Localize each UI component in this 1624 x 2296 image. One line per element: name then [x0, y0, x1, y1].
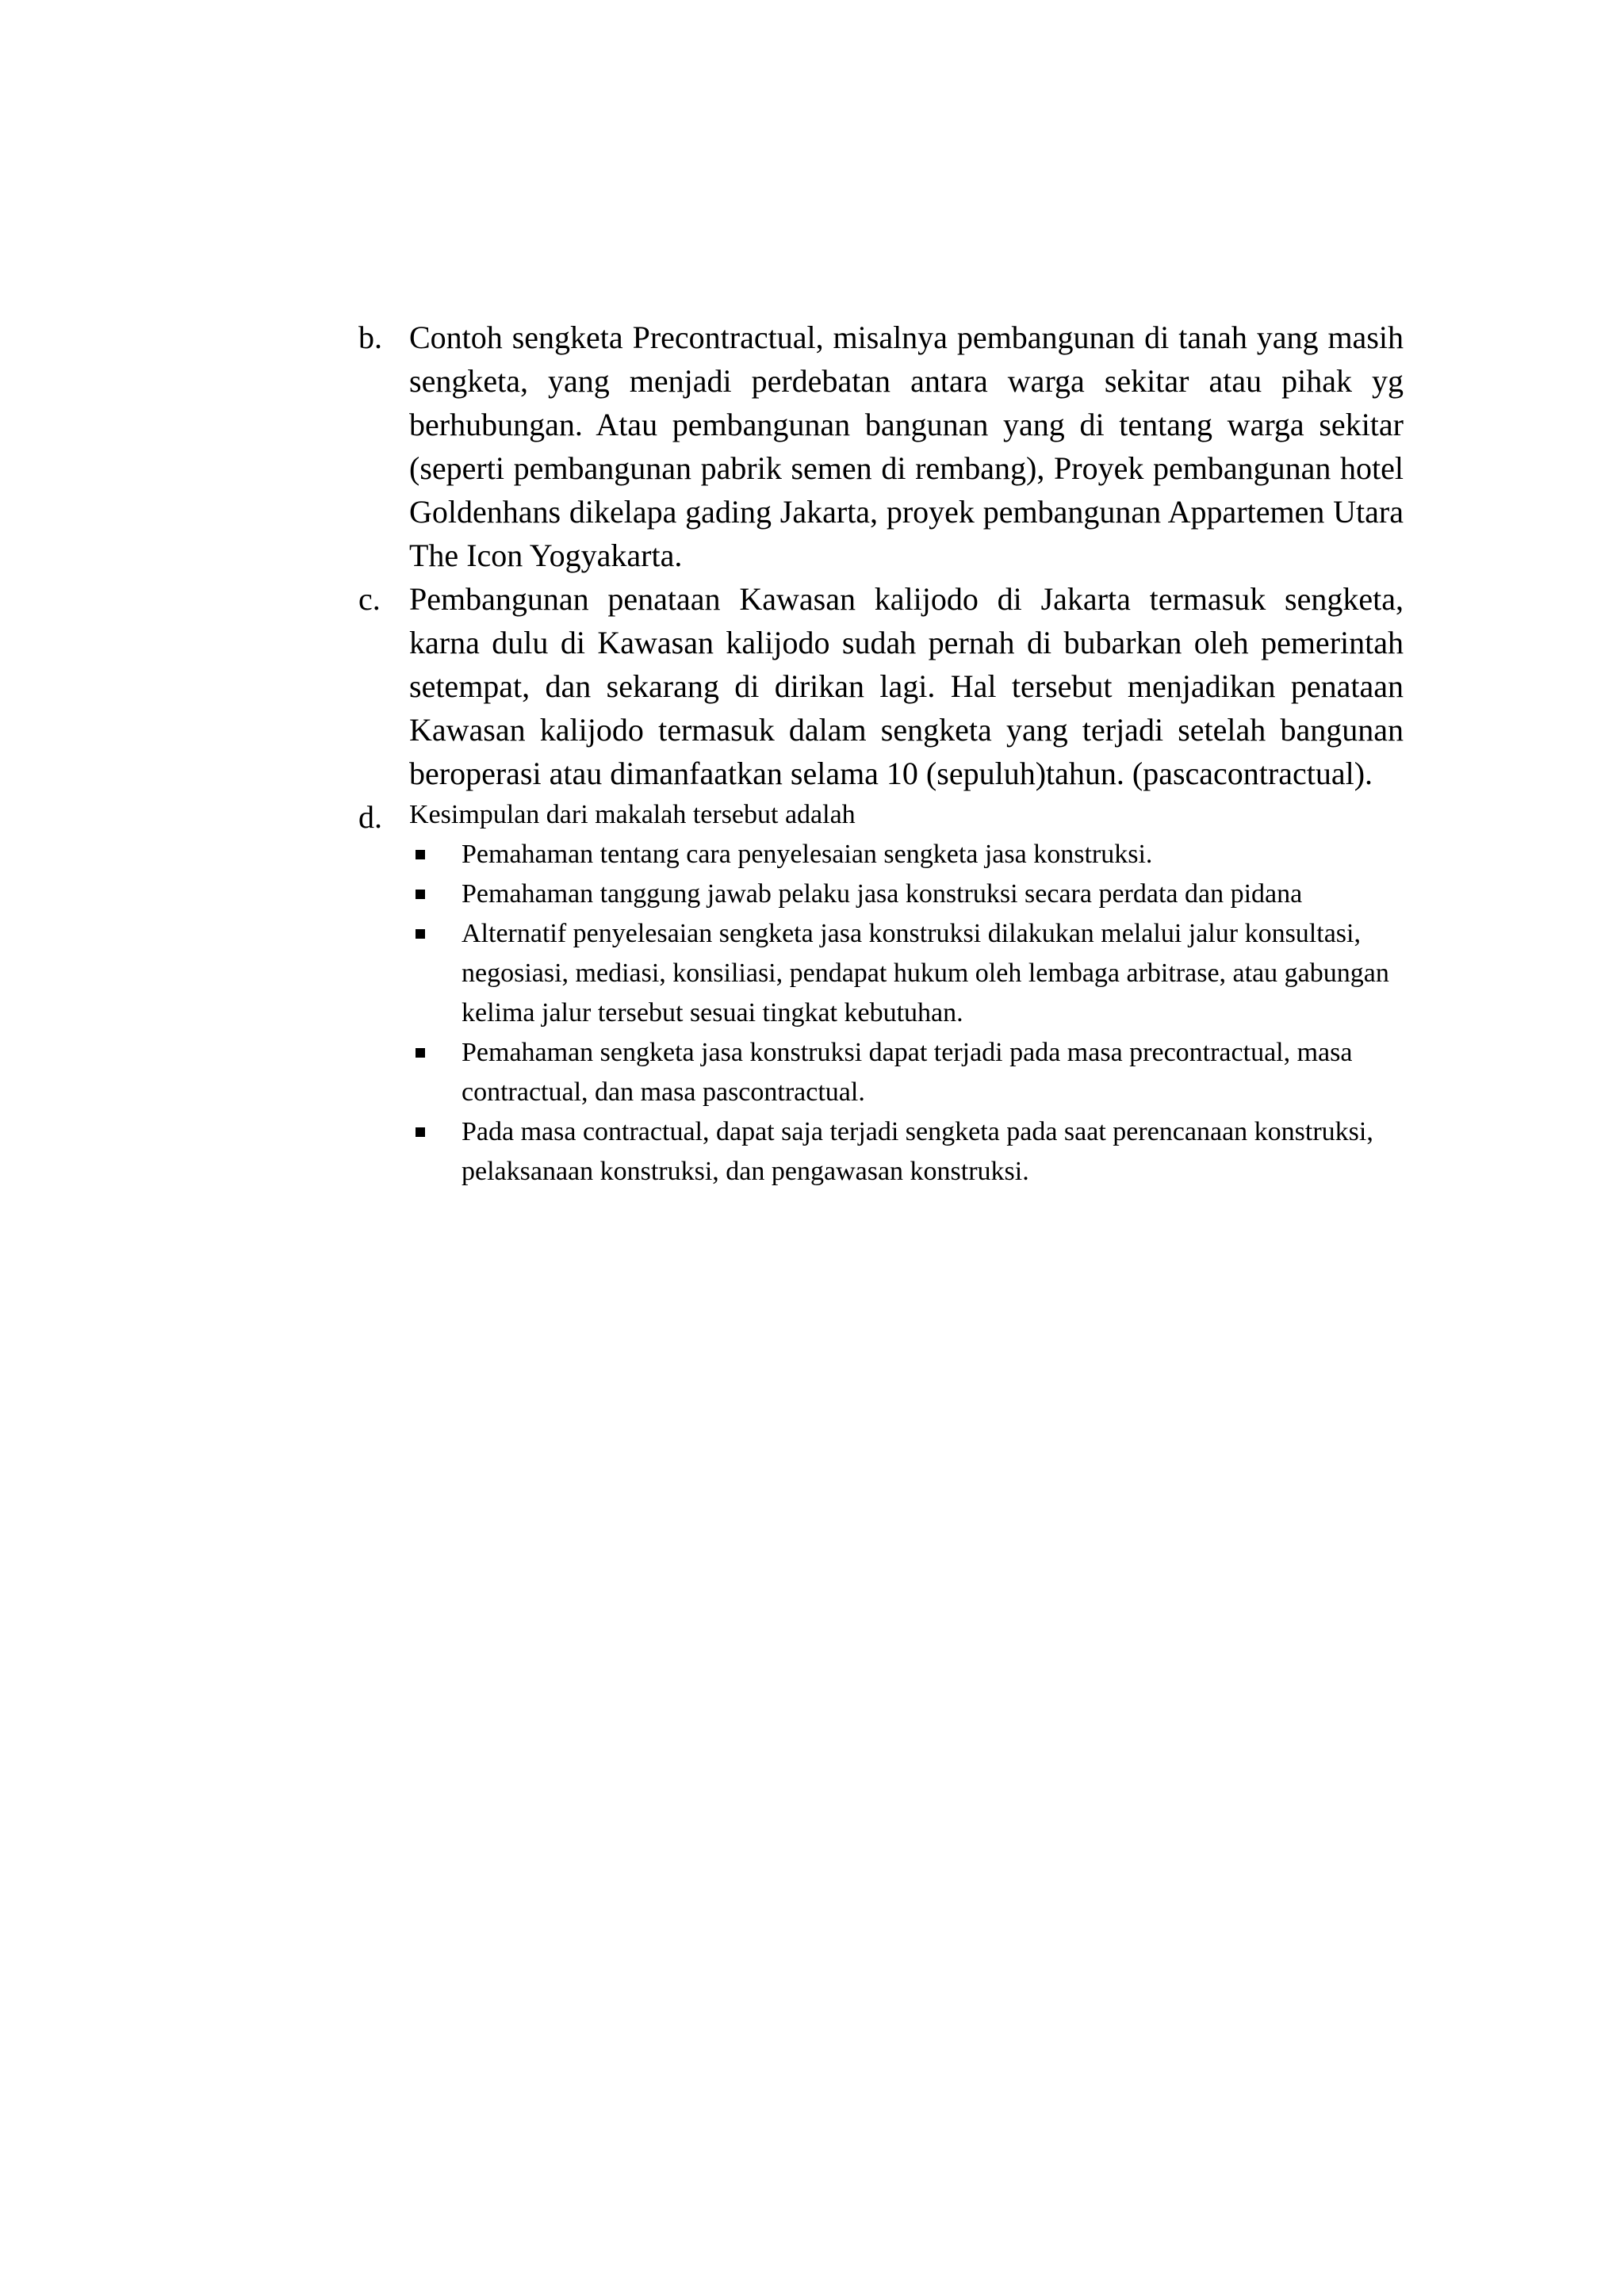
paragraph-precontractual-example: Contoh sengketa Precontractual, misalnya pembangunan di tanah yang masih sengketa, yang menjadi perdebatan antara warga sekitar atau pihak yg berhubungan. Atau pembangunan bangunan yang di tentang warga sekitar (seperti pembangunan pabrik semen di rembang), Proyek pembangunan hotel Goldenhans dikelapa gading Jakarta, proyek pembangunan Appartemen Utara The Icon Yogyakarta. [409, 320, 1404, 573]
square-bullet-icon [416, 1127, 425, 1137]
document-body [358, 316, 1404, 1192]
square-bullet-icon [416, 890, 425, 899]
conclusion-bullet [462, 835, 1404, 874]
list-marker: d. [358, 799, 382, 835]
square-bullet-icon [416, 929, 425, 939]
list-item-d [358, 795, 1404, 1192]
bullet-text: Alternatif penyelesaian sengketa jasa konstruksi dilakukan melalui jalur konsultasi, negosiasi, mediasi, konsiliasi, pendapat hukum oleh lembaga arbitrase, atau gabungan kelima jalur tersebut sesuai tingkat kebutuhan. [462, 919, 1389, 1027]
bullet-text: Pemahaman tentang cara penyelesaian sengketa jasa konstruksi. [462, 840, 1153, 869]
bullet-text: Pada masa contractual, dapat saja terjadi sengketa pada saat perencanaan konstruksi, pelaksanaan konstruksi, dan pengawasan konstruksi. [462, 1117, 1373, 1186]
conclusion-heading: Kesimpulan dari makalah tersebut adalah [409, 800, 856, 829]
conclusion-bullet [462, 874, 1404, 914]
conclusion-bullet [462, 1112, 1404, 1192]
conclusion-bullet [462, 914, 1404, 1033]
list-marker: c. [358, 581, 381, 617]
bullet-text: Pemahaman tanggung jawab pelaku jasa konstruksi secara perdata dan pidana [462, 879, 1303, 909]
list-item-c [358, 577, 1404, 795]
paragraph-kalijodo-example: Pembangunan penataan Kawasan kalijodo di Jakarta termasuk sengketa, karna dulu di Kawasan kalijodo sudah pernah di bubarkan oleh pemerintah setempat, dan sekarang di dirikan lagi. Hal tersebut menjadikan penataan Kawasan kalijodo termasuk dalam sengketa yang terjadi setelah bangunan beroperasi atau dimanfaatkan selama 10 (sepuluh)tahun. (pascacontractual). [409, 581, 1404, 791]
list-item-b [358, 316, 1404, 577]
bullet-text: Pemahaman sengketa jasa konstruksi dapat terjadi pada masa precontractual, masa contractual, dan masa pascontractual. [462, 1038, 1353, 1107]
square-bullet-icon [416, 1048, 425, 1058]
list-marker: b. [358, 320, 382, 355]
square-bullet-icon [416, 850, 425, 859]
conclusion-bullet-list [358, 835, 1404, 1192]
conclusion-bullet [462, 1033, 1404, 1112]
